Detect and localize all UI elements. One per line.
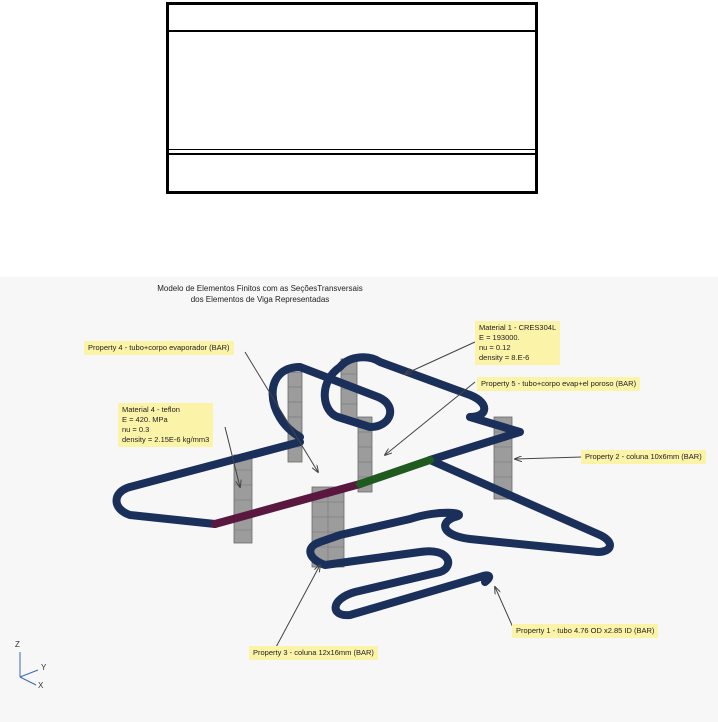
leader-material1 — [405, 342, 475, 374]
figure-title-line2: dos Elementos de Viga Representadas — [190, 295, 330, 304]
material1-name: Material 1 - CRES304L — [479, 323, 557, 332]
material4-modulus: E = 420. MPa — [122, 415, 168, 424]
axis-y — [20, 670, 38, 677]
empty-table-frame — [166, 2, 538, 194]
callout-property3: Property 3 - coluna 12x16mm (BAR) — [249, 646, 378, 660]
axis-y-label: Y — [41, 663, 47, 672]
callout-property4: Property 4 - tubo+corpo evaporador (BAR) — [84, 341, 234, 355]
fem-figure — [0, 277, 718, 722]
material1-poisson: nu = 0.12 — [479, 343, 511, 352]
material1-density: density = 8.E-6 — [479, 353, 530, 362]
material4-density: density = 2.15E-6 kg/mm3 — [122, 435, 210, 444]
axis-triad — [20, 652, 38, 685]
callout-property5: Property 5 - tubo+corpo evap+el poroso (BAR) — [477, 377, 640, 391]
leader-property5 — [385, 382, 475, 455]
table-divider-double-lower — [169, 153, 535, 155]
callout-material1 — [475, 321, 560, 365]
table-divider-top — [169, 30, 535, 32]
callout-property2: Property 2 - coluna 10x6mm (BAR) — [581, 450, 706, 464]
leader-property2 — [515, 457, 582, 459]
axis-z-label: Z — [15, 640, 20, 649]
tube-back-loop — [273, 357, 485, 437]
material4-poisson: nu = 0.3 — [122, 425, 150, 434]
callout-property1: Property 1 - tubo 4.76 OD x2.85 ID (BAR) — [512, 624, 658, 638]
material1-modulus: E = 193000. — [479, 333, 520, 342]
callout-material4 — [118, 403, 213, 447]
axis-x — [20, 677, 36, 685]
table-divider-double-upper — [169, 149, 535, 150]
figure-title-line1: Modelo de Elementos Finitos com as SeçõesTransversais — [157, 284, 363, 293]
axis-x-label: X — [38, 681, 44, 690]
leader-property3 — [275, 565, 320, 649]
material4-name: Material 4 - teflon — [122, 405, 180, 414]
